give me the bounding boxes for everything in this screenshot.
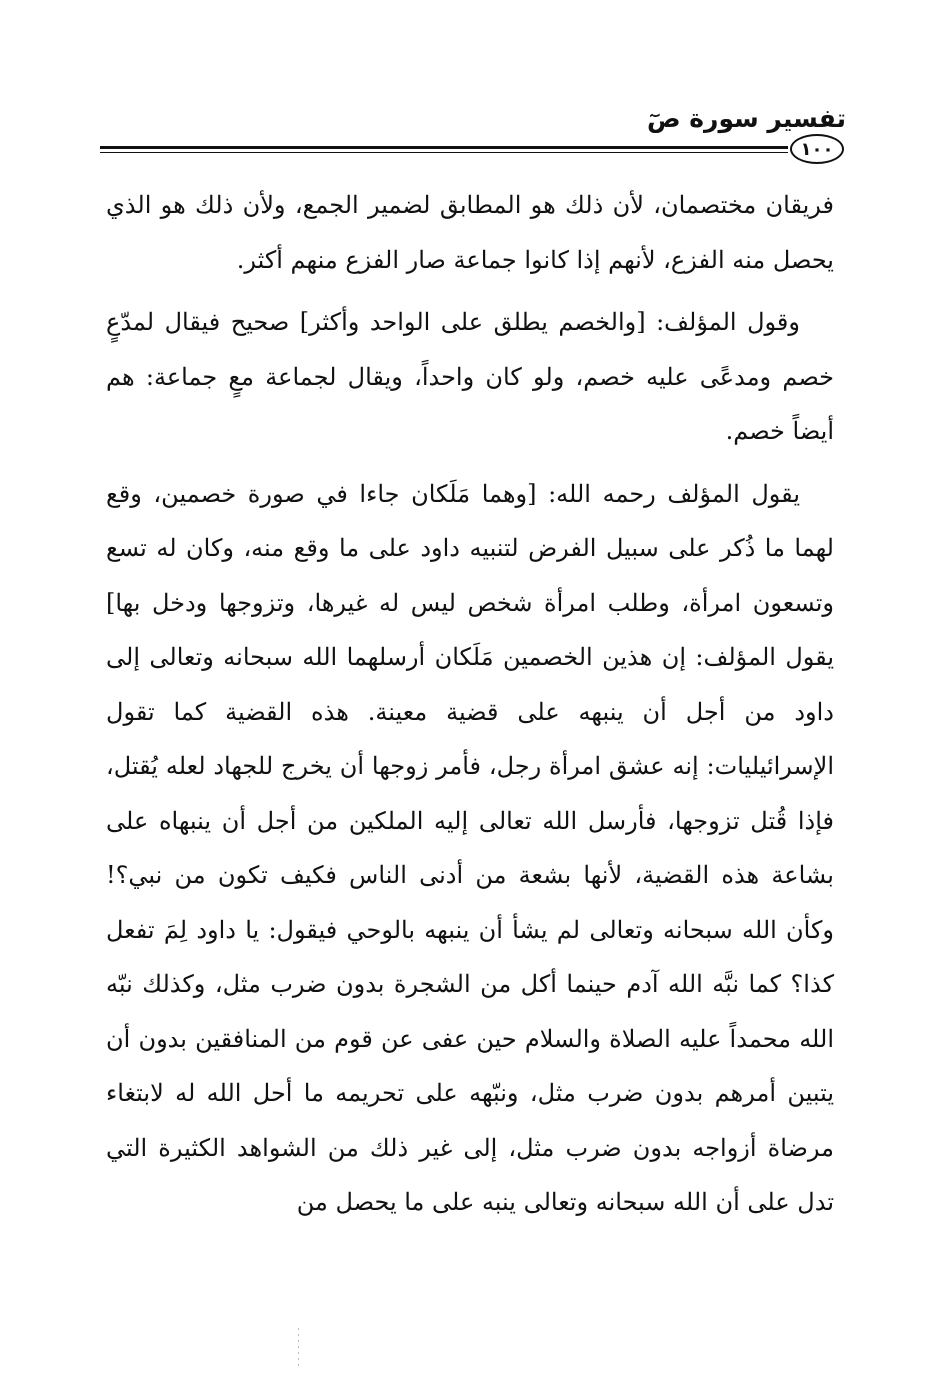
page-header [100, 100, 846, 170]
page-number-badge: ١٠٠ [790, 134, 844, 164]
page-body [106, 178, 834, 1230]
header-rule-thin [100, 152, 788, 153]
paragraph-gap [106, 459, 834, 467]
scan-artifact-mark [298, 1328, 299, 1368]
header-rule-thick [100, 146, 788, 149]
running-title: تفسير سورة صٓ [646, 104, 846, 133]
paragraph-gap [106, 287, 834, 295]
paragraph-1: فريقان مختصمان، لأن ذلك هو المطابق لضمير الجمع، ولأن ذلك هو الذي يحصل منه الفزع، لأنهم إذا كانوا جماعة صار الفزع منهم أكثر. [106, 191, 834, 274]
paragraph-2: وقول المؤلف: [والخصم يطلق على الواحد وأكثر] صحيح فيقال لمدّعٍ خصم ومدعًى عليه خصم، ولو كان واحداً، ويقال لجماعة معٍ جماعة: هم أيضاً خصم. [106, 308, 834, 445]
paragraph-3: يقول المؤلف رحمه الله: [وهما مَلَكان جاءا في صورة خصمين، وقع لهما ما ذُكر على سبيل الفرض لتنبيه داود على ما وقع منه، وكان له تسع وتسعون امرأة، وطلب امرأة شخص ليس له غيرها، وتزوجها ودخل بها] يقول المؤلف: إن هذين الخصمين مَلَكان أرسلهما الله سبحانه وتعالى إلى داود من أجل أن ينبهه على قضية معينة. هذه القضية كما تقول الإسرائيليات: إنه عشق امرأة رجل، فأمر زوجها أن يخرج للجهاد لعله يُقتل، فإذا قُتل تزوجها، فأرسل الله تعالى إليه الملكين من أجل أن ينبهاه على بشاعة هذه القضية، لأنها بشعة من أدنى الناس فكيف تكون من نبي؟! وكأن الله سبحانه وتعالى لم يشأ أن ينبهه بالوحي فيقول: يا داود لِمَ تفعل كذا؟ كما نبَّه الله آدم حينما أكل من الشجرة بدون ضرب مثل، وكذلك نبّه الله محمداً عليه الصلاة والسلام حين عفى عن قوم من المنافقين بدون أن يتبين أمرهم بدون ضرب مثل، ونبّهه على تحريمه ما أحل الله له لابتغاء مرضاة أزواجه بدون ضرب مثل، إلى غير ذلك من الشواهد الكثيرة التي تدل على أن الله سبحانه وتعالى ينبه على ما يحصل من [106, 479, 834, 1216]
